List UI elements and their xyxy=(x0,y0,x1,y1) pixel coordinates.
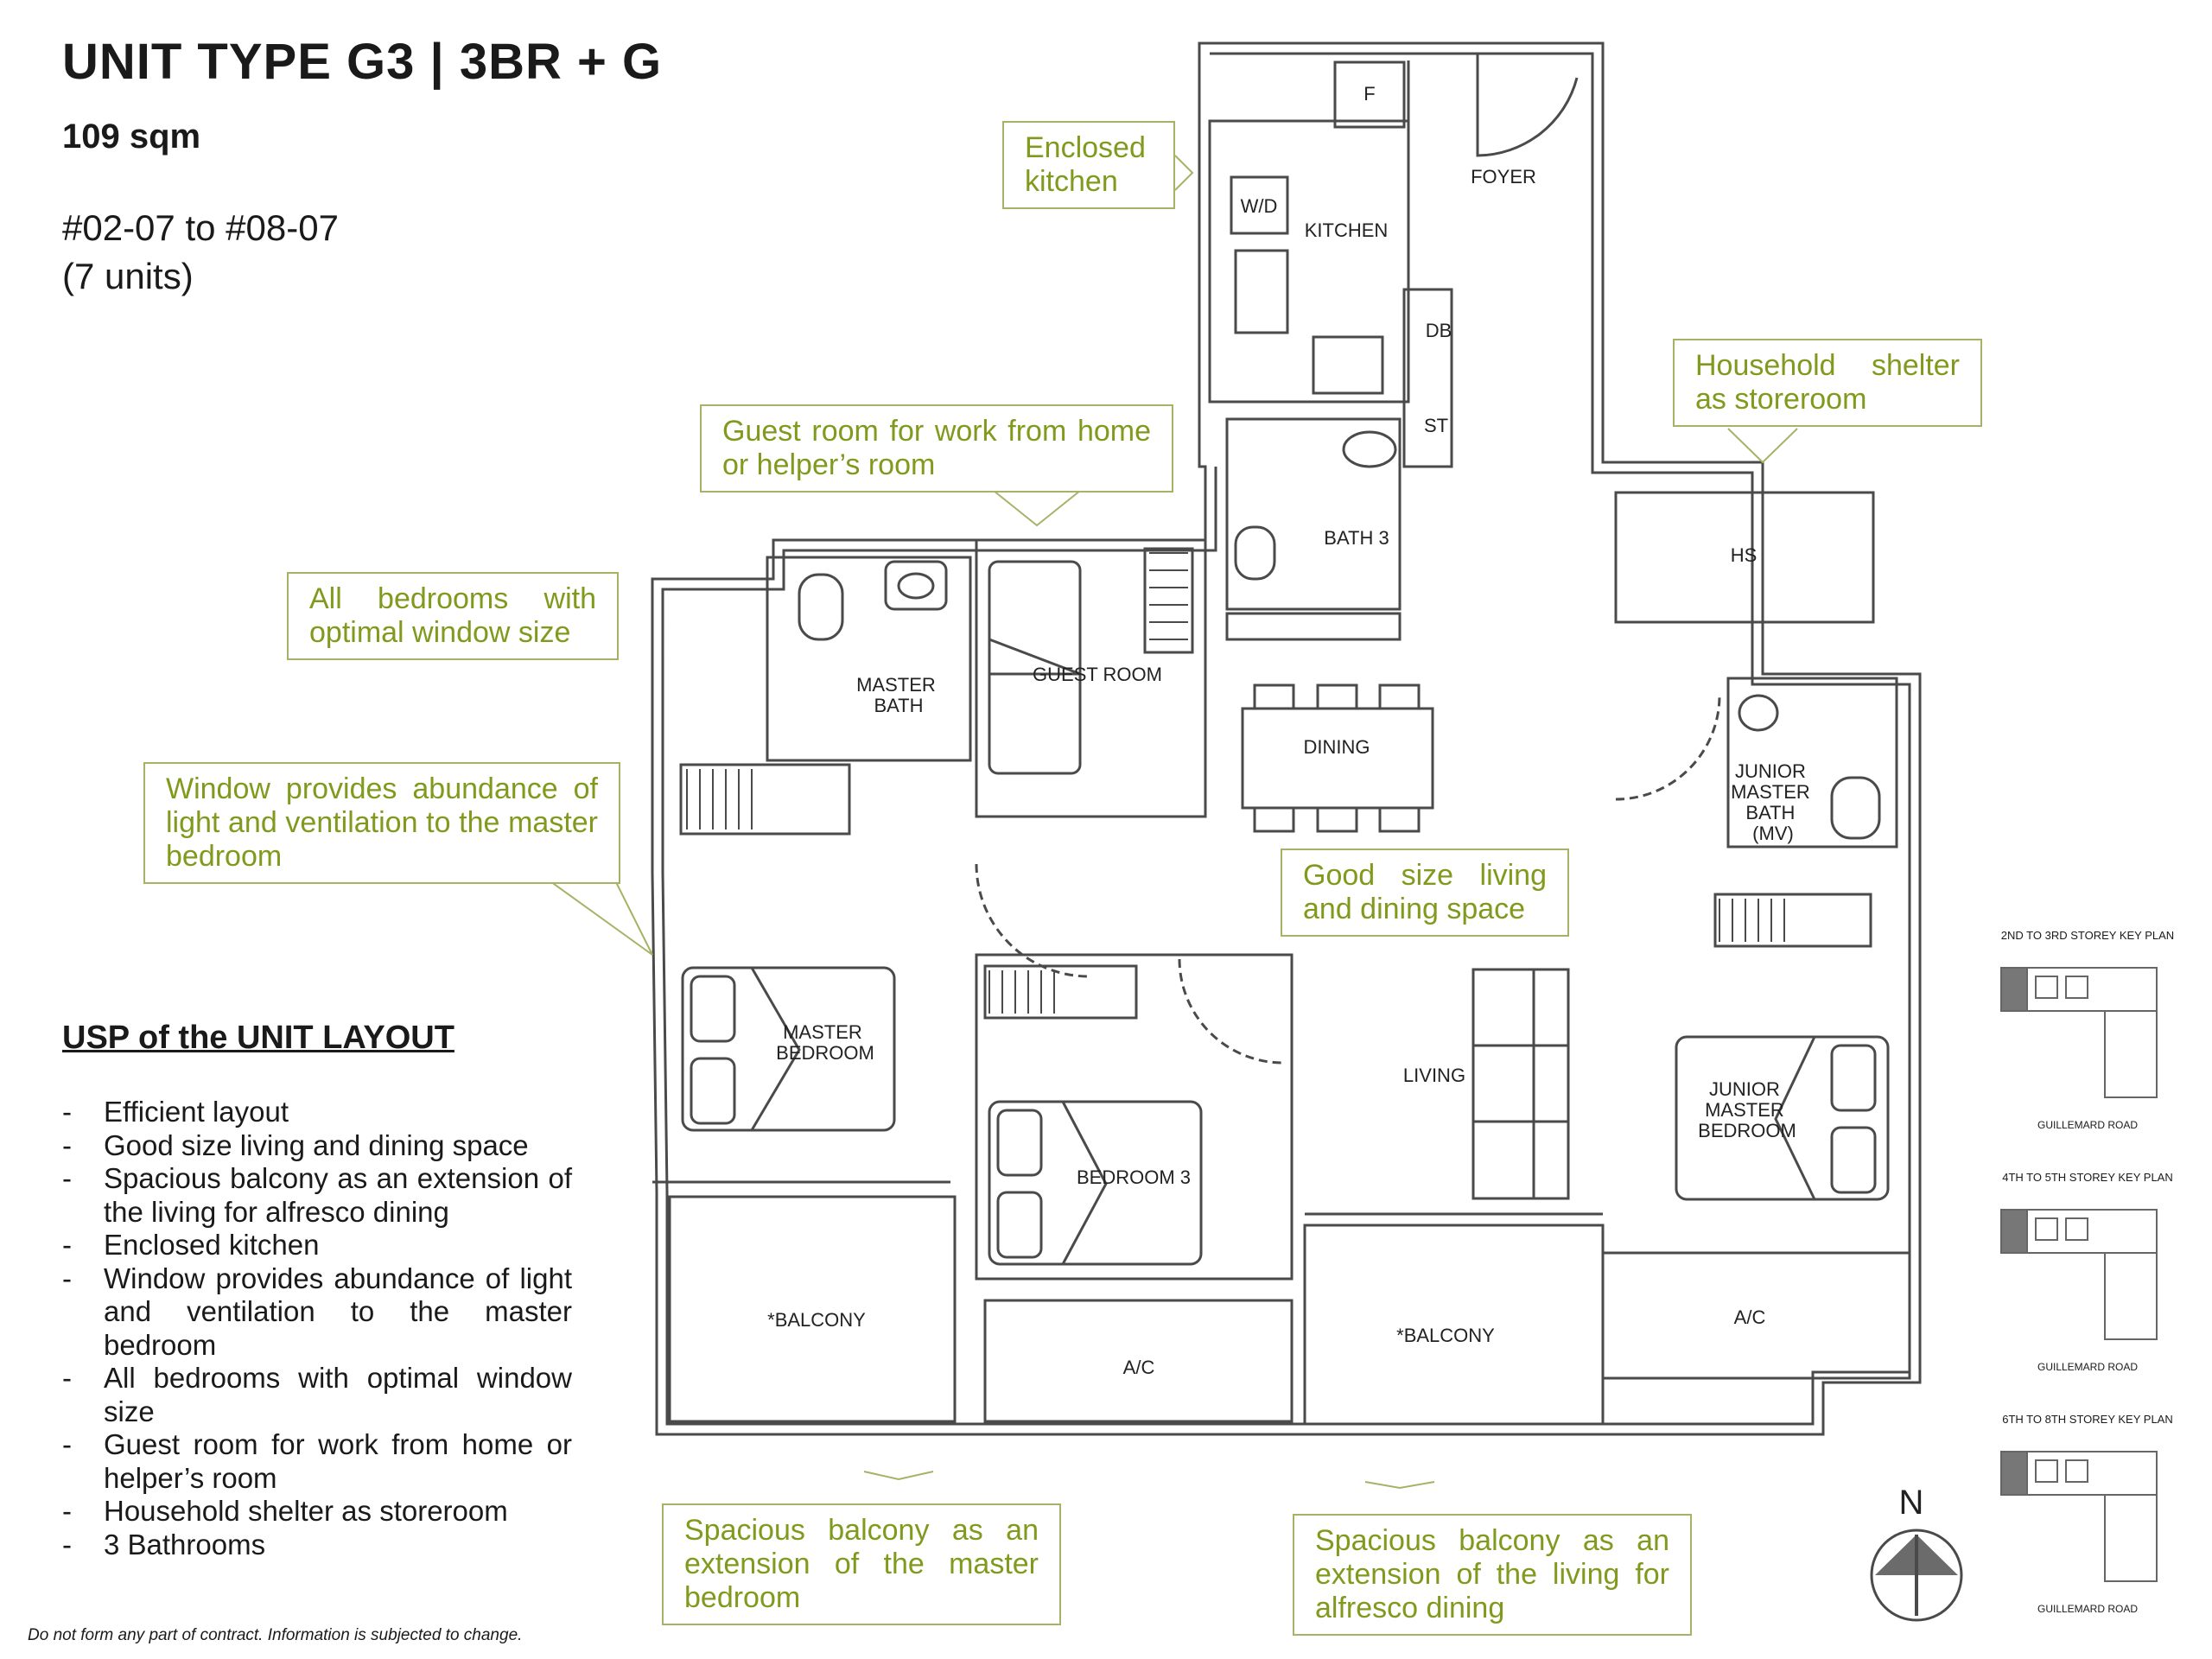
jmb-bath-line4: (MV) xyxy=(1752,823,1794,844)
bedroom3-label: BEDROOM 3 xyxy=(1076,1166,1192,1188)
key-plan-road: GUILLEMARD ROAD xyxy=(2037,1119,2139,1131)
key-plan-drawing xyxy=(1984,942,2191,1115)
jmb-bath-line3: BATH xyxy=(1745,802,1796,823)
key-plan-title: 4TH TO 5TH STOREY KEY PLAN xyxy=(2002,1171,2173,1184)
usp-heading: USP of the UNIT LAYOUT xyxy=(62,1020,454,1056)
key-plan-title: 2ND TO 3RD STOREY KEY PLAN xyxy=(2000,929,2175,942)
disclaimer: Do not form any part of contract. Information is subjected to change. xyxy=(28,1626,523,1644)
foyer-label: FOYER xyxy=(1471,166,1536,188)
bath3-wall xyxy=(1227,419,1400,609)
bath3-label: BATH 3 xyxy=(1324,527,1389,549)
balcony-right-label: *BALCONY xyxy=(1396,1325,1495,1346)
usp-item: - Guest room for work from home or helper’s room xyxy=(62,1428,572,1495)
dining-table xyxy=(1243,709,1433,808)
st-label: ST xyxy=(1423,415,1449,436)
callout-balcony-living: Spacious balcony as an extension of the living for alfresco dining xyxy=(1293,1514,1692,1636)
unit-count: (7 units) xyxy=(62,256,194,296)
ac-middle-label: A/C xyxy=(1122,1357,1155,1378)
callout-guest-room: Guest room for work from home or helper’s room xyxy=(700,404,1173,493)
key-plan-road: GUILLEMARD ROAD xyxy=(2037,1361,2139,1373)
compass-north-label: N xyxy=(1898,1484,1924,1522)
ac-right-label: A/C xyxy=(1733,1306,1766,1328)
callout-living-dining: Good size living and dining space xyxy=(1281,849,1569,937)
key-plan-2 xyxy=(1984,1171,2191,1395)
hob xyxy=(1313,337,1382,393)
key-plan-drawing xyxy=(1984,1184,2191,1357)
usp-item: - Enclosed kitchen xyxy=(62,1229,572,1262)
callout-enclosed-kitchen: Enclosed kitchen xyxy=(1002,121,1175,209)
living-label: LIVING xyxy=(1402,1065,1466,1086)
master-bath-wall xyxy=(767,557,970,760)
usp-item: - Window provides abundance of light and ventilation to the master bedroom xyxy=(62,1262,572,1363)
wardrobe-bedroom3 xyxy=(985,966,1136,1018)
dining-label: DINING xyxy=(1303,736,1370,758)
unit-area: 109 sqm xyxy=(62,118,201,156)
jmb-line2: MASTER xyxy=(1705,1099,1784,1121)
sofa xyxy=(1473,969,1568,1198)
db-label: DB xyxy=(1425,320,1452,341)
master-bedroom-line1: MASTER xyxy=(783,1021,862,1043)
bedroom3-wall xyxy=(976,955,1292,1279)
usp-item: - Good size living and dining space xyxy=(62,1129,572,1163)
key-plan-title: 6TH TO 8TH STOREY KEY PLAN xyxy=(2002,1413,2173,1426)
key-plan-road: GUILLEMARD ROAD xyxy=(2037,1603,2139,1615)
callout-bedrooms-window: All bedrooms with optimal window size xyxy=(287,572,619,660)
master-bedroom-line2: BEDROOM xyxy=(776,1042,874,1064)
wardrobe-jmb xyxy=(1715,894,1871,946)
foyer-door xyxy=(1478,54,1577,156)
jmb-bath-line2: MASTER xyxy=(1731,781,1810,803)
master-bath-line2: BATH xyxy=(874,695,924,716)
jmb-line1: JUNIOR xyxy=(1708,1078,1780,1100)
jmb-line3: BEDROOM xyxy=(1698,1120,1796,1141)
callout-household-shelter: Household shelter as storeroom xyxy=(1673,339,1982,427)
usp-item: - Spacious balcony as an extension of the living for alfresco dining xyxy=(62,1162,572,1229)
key-plan-drawing xyxy=(1984,1426,2191,1599)
hs-label: HS xyxy=(1730,544,1758,566)
wardrobe-master xyxy=(681,765,849,834)
db-st xyxy=(1404,289,1452,467)
jmb-bath-line1: JUNIOR xyxy=(1734,760,1806,782)
usp-item: - 3 Bathrooms xyxy=(62,1529,572,1562)
unit-range: #02-07 to #08-07 xyxy=(62,207,339,248)
fridge-label: F xyxy=(1363,83,1376,105)
key-plan-1 xyxy=(1984,929,2191,1154)
master-bath-label xyxy=(856,674,941,716)
jmb-bath-label xyxy=(1731,760,1815,844)
sink xyxy=(1236,251,1287,333)
kitchen-label: KITCHEN xyxy=(1304,219,1389,241)
master-bedroom-label xyxy=(776,1021,874,1064)
washer-dryer-label: W/D xyxy=(1240,195,1278,217)
compass-icon xyxy=(1872,1530,1961,1620)
key-plan-3 xyxy=(1984,1413,2191,1637)
callout-master-window: Window provides abundance of light and ventilation to the master bedroom xyxy=(143,762,620,884)
balcony-left-label: *BALCONY xyxy=(767,1309,866,1331)
guest-room-label: GUEST ROOM xyxy=(1033,664,1162,685)
callout-balcony-master: Spacious balcony as an extension of the master bedroom xyxy=(662,1503,1061,1625)
usp-item: - Efficient layout xyxy=(62,1096,572,1129)
usp-item: - Household shelter as storeroom xyxy=(62,1495,572,1529)
junior-master-bedroom-label xyxy=(1698,1078,1796,1141)
master-bath-line1: MASTER xyxy=(856,674,936,696)
kitchen-wall xyxy=(1210,121,1408,402)
usp-item: - All bedrooms with optimal window size xyxy=(62,1362,572,1428)
unit-type-title: UNIT TYPE G3 | 3BR + G xyxy=(62,34,663,90)
